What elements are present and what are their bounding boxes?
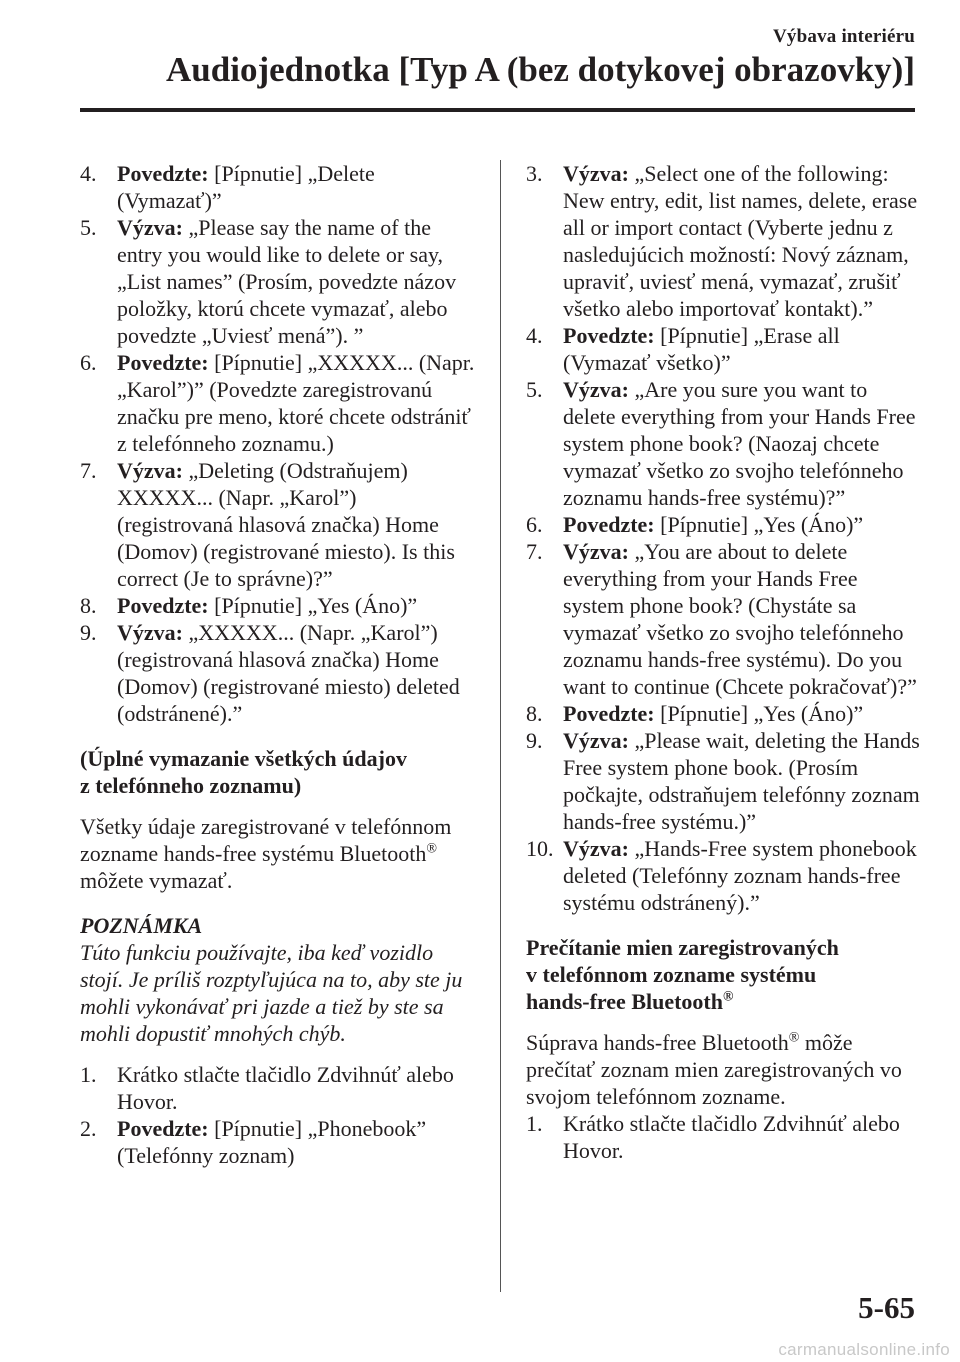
list-item	[526, 700, 920, 727]
step-body: Krátko stlačte tlačidlo Zdvihnúť alebo Hovor.	[117, 1062, 454, 1114]
step-number: 9.	[526, 728, 543, 753]
step-keyword: Povedzte:	[563, 323, 655, 348]
step-text	[563, 160, 920, 322]
step-text	[117, 349, 475, 457]
paragraph-text: Všetky údaje zaregistrované v telefónnom zozname hands-free systému Bluetooth	[80, 814, 452, 866]
list-item	[80, 214, 475, 349]
left-column	[80, 160, 475, 1169]
step-keyword: Výzva:	[563, 377, 629, 402]
step-text	[117, 619, 475, 727]
step-keyword: Výzva:	[563, 161, 629, 186]
step-list-left-a	[80, 160, 475, 727]
step-body: „Please say the name of the entry you would like to delete or say, „List names” (Prosím, povedzte názov položky, ktorú chcete vymazať, alebo povedzte „Uviesť mená”). ”	[117, 215, 457, 348]
step-text	[117, 1115, 475, 1169]
sub-heading-line	[526, 988, 920, 1015]
step-number: 2.	[80, 1116, 97, 1141]
list-item	[526, 322, 920, 376]
watermark: carmanualsonline.info	[778, 1340, 950, 1359]
list-item	[80, 619, 475, 727]
list-item	[80, 592, 475, 619]
step-keyword: Výzva:	[563, 539, 629, 564]
step-keyword: Výzva:	[563, 728, 629, 753]
list-item	[526, 835, 920, 916]
step-text	[563, 538, 920, 700]
step-body: [Pípnutie] „Delete (Vymazať)”	[117, 161, 375, 213]
step-text	[563, 1110, 920, 1164]
sub-heading-line: z telefónneho zoznamu)	[80, 773, 302, 798]
step-text	[117, 457, 475, 592]
paragraph-read-names	[526, 1029, 920, 1110]
step-number: 7.	[80, 458, 97, 483]
step-text	[117, 592, 475, 619]
page-number: 5-65	[858, 1290, 915, 1325]
paragraph-erase-all	[80, 813, 475, 894]
step-body: „Please wait, deleting the Hands Free system phone book. (Prosím počkajte, odstraňujem telefónny zoznam hands-free systému.)”	[563, 728, 920, 834]
list-item	[526, 160, 920, 322]
step-body: [Pípnutie] „Erase all (Vymazať všetko)”	[563, 323, 840, 375]
registered-mark: ®	[723, 989, 734, 1005]
step-text	[117, 160, 475, 214]
step-number: 7.	[526, 539, 543, 564]
step-number: 4.	[80, 161, 97, 186]
step-text	[117, 1061, 475, 1115]
step-keyword: Povedzte:	[117, 161, 209, 186]
step-text	[117, 214, 475, 349]
step-text	[563, 376, 920, 511]
step-number: 9.	[80, 620, 97, 645]
step-text	[563, 700, 920, 727]
step-number: 1.	[526, 1111, 543, 1136]
list-item	[526, 538, 920, 700]
step-keyword: Výzva:	[117, 215, 183, 240]
step-text	[563, 835, 920, 916]
header-rule	[80, 108, 915, 112]
note-text: Túto funkciu používajte, iba keď vozidlo stojí. Je príliš rozptyľujúca na to, aby ste ju mohli vykonávať pri jazde a tiež by ste sa mohli dopustiť mnohých chýb.	[80, 940, 463, 1046]
paragraph-text: Súprava hands-free Bluetooth	[526, 1030, 789, 1055]
section-label: Výbava interiéru	[773, 26, 915, 47]
step-number: 1.	[80, 1062, 97, 1087]
step-text	[563, 322, 920, 376]
step-body: [Pípnutie] „Phonebook” (Telefónny zoznam)	[117, 1116, 427, 1168]
step-body: „XXXXX... (Napr. „Karol”) (registrovaná hlasová značka) Home (Domov) (registrované miesto) deleted (odstránené).”	[117, 620, 460, 726]
step-text	[563, 727, 920, 835]
right-column	[526, 160, 920, 1164]
step-number: 4.	[526, 323, 543, 348]
step-body: „You are about to delete everything from your Hands Free system phone book? (Chystáte sa vymazať všetko zo svojho telefónneho zoznamu hands-free systému). Do you want to continue (Chcete pokračovať)?”	[563, 539, 917, 699]
list-item	[526, 511, 920, 538]
step-keyword: Povedzte:	[117, 593, 209, 618]
paragraph-text-rest: môže prečítať zoznam mien zaregistrovaných vo svojom telefónnom zozname.	[526, 1030, 902, 1109]
registered-mark: ®	[426, 841, 438, 857]
list-item	[80, 457, 475, 592]
step-body: [Pípnutie] „XXXXX... (Napr. „Karol”)” (Povedzte zaregistrovanú značku pre meno, ktoré chcete odstrániť z telefónneho zoznamu.)	[117, 350, 475, 456]
step-number: 3.	[526, 161, 543, 186]
sub-heading-line: (Úplné vymazanie všetkých údajov	[80, 746, 407, 771]
registered-mark: ®	[788, 1030, 800, 1046]
list-item	[526, 727, 920, 835]
step-keyword: Výzva:	[117, 620, 183, 645]
step-body: „Are you sure you want to delete everything from your Hands Free system phone book? (Naozaj chcete vymazať všetko zo svojho telefónneho zoznamu hands-free systému)?”	[563, 377, 916, 510]
step-number: 5.	[80, 215, 97, 240]
step-keyword: Povedzte:	[563, 512, 655, 537]
step-keyword: Výzva:	[563, 836, 629, 861]
step-body: Krátko stlačte tlačidlo Zdvihnúť alebo Hovor.	[563, 1111, 900, 1163]
step-keyword: Výzva:	[117, 458, 183, 483]
sub-heading-line: v telefónnom zozname systému	[526, 962, 817, 987]
step-keyword: Povedzte:	[117, 350, 209, 375]
list-item	[80, 1061, 475, 1115]
list-item	[80, 1115, 475, 1169]
step-body: „Deleting (Odstraňujem) XXXXX... (Napr. „Karol”) (registrovaná hlasová značka) Home (Domov) (registrované miesto). Is this correct (Je to správne)?”	[117, 458, 455, 591]
step-list-left-b	[80, 1061, 475, 1169]
step-body: [Pípnutie] „Yes (Áno)”	[654, 701, 864, 726]
sub-heading-line: Prečítanie mien zaregistrovaných	[526, 935, 839, 960]
step-number: 6.	[526, 512, 543, 537]
step-body: [Pípnutie] „Yes (Áno)”	[208, 593, 418, 618]
step-number: 5.	[526, 377, 543, 402]
column-divider	[500, 160, 501, 1292]
step-number: 6.	[80, 350, 97, 375]
step-body: [Pípnutie] „Yes (Áno)”	[654, 512, 864, 537]
step-list-right-a	[526, 160, 920, 916]
step-body: „Select one of the following: New entry, edit, list names, delete, erase all or import contact (Vyberte jednu z nasledujúcich možností: Nový záznam, upraviť, uviesť mená, vymazať, zrušiť všetko alebo importovať kontakt).”	[563, 161, 918, 321]
step-text	[563, 511, 920, 538]
sub-heading-text: hands-free Bluetooth	[526, 989, 723, 1014]
paragraph-text-end: môžete vymazať.	[80, 868, 233, 893]
page-title: Audiojednotka [Typ A (bez dotykovej obrazovky)]	[166, 50, 915, 89]
list-item	[80, 349, 475, 457]
step-number: 8.	[526, 701, 543, 726]
list-item	[80, 160, 475, 214]
sub-heading-read-names	[526, 934, 920, 1015]
list-item	[526, 1110, 920, 1164]
step-number: 10.	[526, 836, 554, 861]
step-keyword: Povedzte:	[117, 1116, 209, 1141]
step-list-right-b	[526, 1110, 920, 1164]
list-item	[526, 376, 920, 511]
note-title: POZNÁMKA	[80, 913, 203, 938]
step-number: 8.	[80, 593, 97, 618]
sub-heading-erase-all	[80, 745, 475, 799]
step-keyword: Povedzte:	[563, 701, 655, 726]
step-body: „Hands-Free system phonebook deleted (Telefónny zoznam hands-free systému odstránený).”	[563, 836, 917, 915]
